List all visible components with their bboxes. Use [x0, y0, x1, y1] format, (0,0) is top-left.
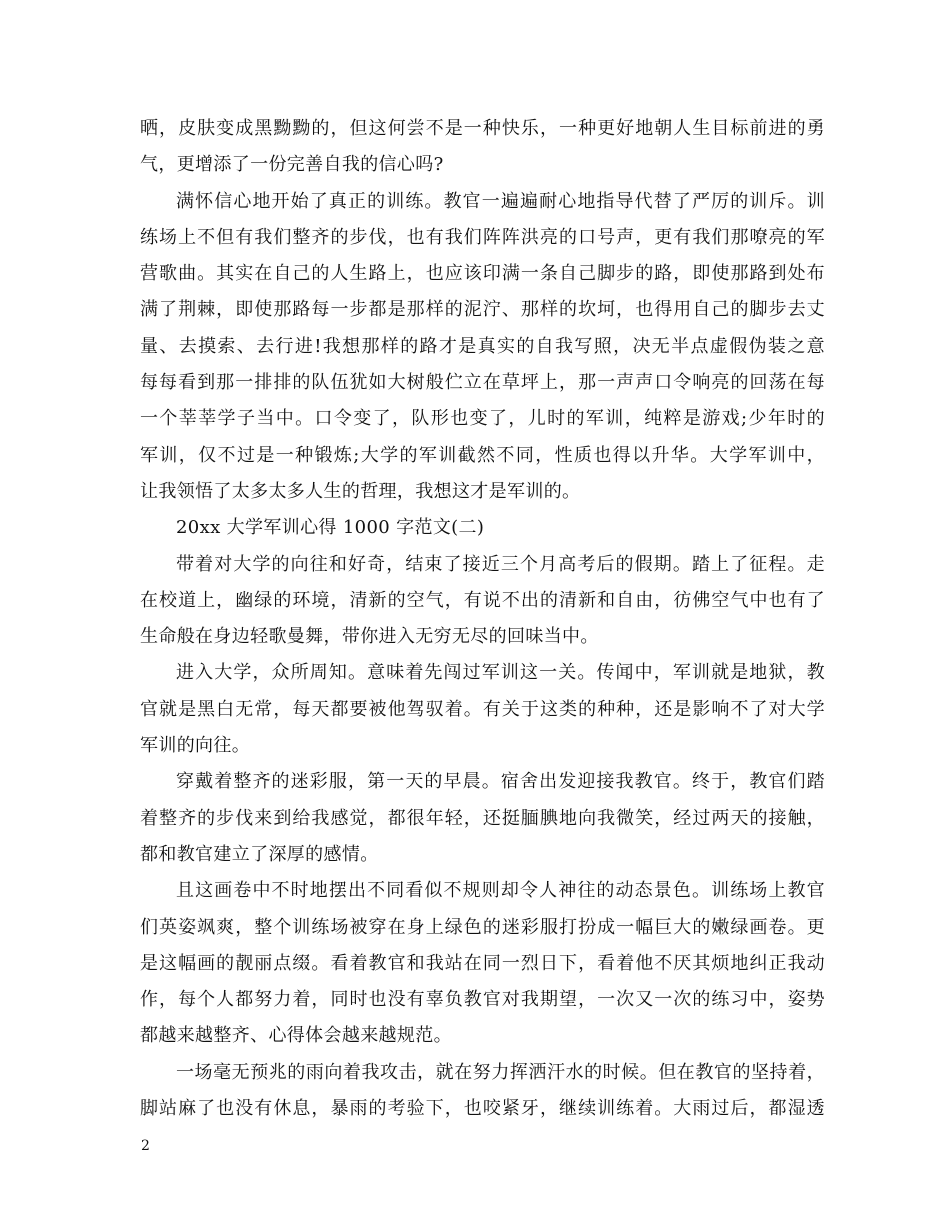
text-line: 一个莘莘学子当中。口令变了，队形也变了，儿时的军训，纯粹是游戏;少年时的 — [140, 408, 825, 430]
page-number: 2 — [141, 1138, 150, 1154]
paragraph-start-line: 带着对大学的向往和好奇，结束了接近三个月高考后的假期。踏上了征程。走 — [176, 553, 825, 575]
section-heading: 20xx 大学军训心得 1000 字范文(二) — [176, 517, 485, 539]
text-line: 军训，仅不过是一种锻炼;大学的军训截然不同，性质也得以升华。大学军训中， — [140, 444, 825, 466]
text-line: 每每看到那一排排的队伍犹如大树般伫立在草坪上，那一声声口令响亮的回荡在每 — [140, 372, 825, 394]
text-line: 生命般在身边轻歌曼舞，带你进入无穷无尽的回味当中。 — [140, 626, 599, 648]
text-line: 在校道上，幽绿的环境，清新的空气，有说不出的清新和自由，彷佛空气中也有了 — [140, 589, 825, 611]
text-line: 们英姿飒爽，整个训练场被穿在身上绿色的迷彩服打扮成一幅巨大的嫩绿画卷。更 — [140, 916, 825, 938]
text-line: 脚站麻了也没有休息，暴雨的考验下，也咬紧牙，继续训练着。大雨过后，都湿透 — [140, 1098, 825, 1120]
text-line: 是这幅画的靓丽点缀。看着教官和我站在同一烈日下，看着他不厌其烦地纠正我动 — [140, 952, 825, 974]
text-line: 营歌曲。其实在自己的人生路上，也应该印满一条自己脚步的路，即使那路到处布 — [140, 263, 825, 285]
text-line: 着整齐的步伐来到给我感觉，都很年轻，还挺腼腆地向我微笑，经过两天的接触， — [140, 807, 825, 829]
text-line: 军训的向往。 — [140, 735, 251, 757]
text-line: 都越来越整齐、心得体会越来越规范。 — [140, 1025, 452, 1047]
body-text — [140, 111, 825, 1127]
paragraph-start-line: 进入大学，众所周知。意味着先闯过军训这一关。传闻中，军训就是地狱，教 — [176, 662, 825, 684]
text-line: 让我领悟了太多太多人生的哲理，我想这才是军训的。 — [140, 480, 581, 502]
text-line: 官就是黑白无常，每天都要被他驾驭着。有关于这类的种种，还是影响不了对大学 — [140, 698, 825, 720]
text-line: 都和教官建立了深厚的感情。 — [140, 843, 379, 865]
paragraph-start-line: 满怀信心地开始了真正的训练。教官一遍遍耐心地指导代替了严厉的训斥。训 — [176, 190, 825, 212]
text-line: 晒，皮肤变成黑黝黝的，但这何尝不是一种快乐，一种更好地朝人生目标前进的勇 — [140, 118, 825, 139]
text-line: 作，每个人都努力着，同时也没有辜负教官对我期望，一次又一次的练习中，姿势 — [140, 989, 825, 1011]
text-line: 气，更增添了一份完善自我的信心吗? — [140, 154, 444, 176]
text-line: 量、去摸索、去行进!我想那样的路才是真实的自我写照，决无半点虚假伪装之意 — [140, 335, 825, 357]
paragraph-start-line: 穿戴着整齐的迷彩服，第一天的早晨。宿舍出发迎接我教官。终于，教官们踏 — [176, 771, 825, 793]
text-line: 练场上不但有我们整齐的步伐，也有我们阵阵洪亮的口号声，更有我们那嘹亮的军 — [140, 226, 825, 248]
text-line: 满了荆棘，即使那路每一步都是那样的泥泞、那样的坎坷，也得用自己的脚步去丈 — [140, 299, 825, 321]
paragraph-start-line: 且这画卷中不时地摆出不同看似不规则却令人神往的动态景色。训练场上教官 — [176, 880, 825, 902]
paragraph-start-line: 一场毫无预兆的雨向着我攻击，就在努力挥洒汗水的时候。但在教官的坚持着， — [176, 1061, 825, 1083]
